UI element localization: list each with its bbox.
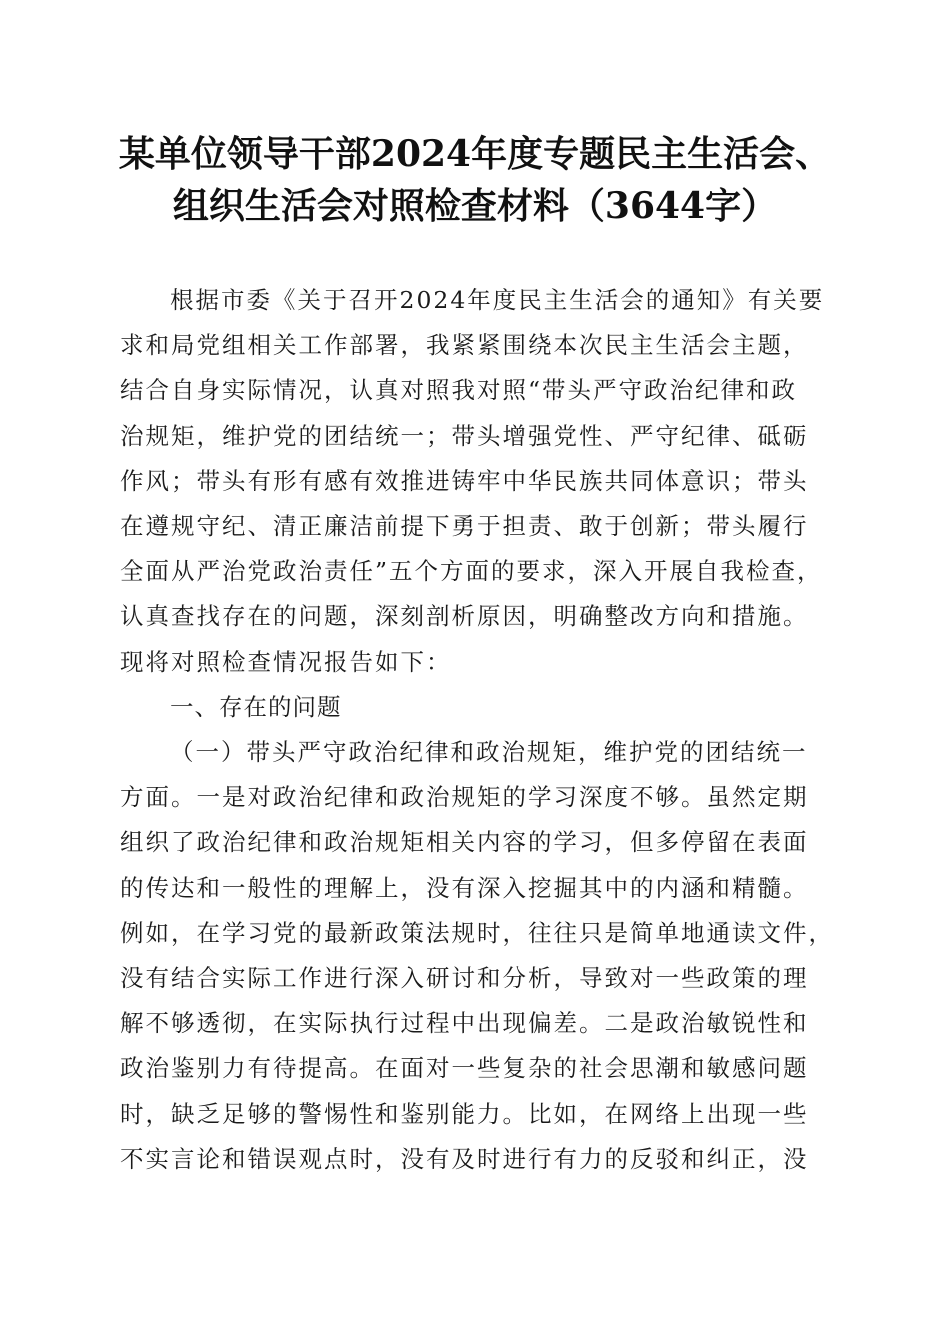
paragraph-section-line: 政治鉴别力有待提高。在面对一些复杂的社会思潮和敏感问题 [120, 1054, 809, 1083]
paragraph-intro-line: 认真查找存在的问题，深刻剖析原因，明确整改方向和措施。 [120, 602, 809, 631]
paragraph-intro-line: 结合自身实际情况，认真对照我对照“带头严守政治纪律和政 [120, 376, 798, 405]
paragraph-section-line: （一）带头严守政治纪律和政治规矩，维护党的团结统一 [170, 738, 808, 767]
paragraph-intro-line: 求和局党组相关工作部署，我紧紧围绕本次民主生活会主题， [120, 331, 809, 360]
document-body [120, 278, 832, 1182]
paragraph-intro-line: 在遵规守纪、清正廉洁前提下勇于担责、敢于创新；带头履行 [120, 512, 809, 541]
paragraph-intro-line: 根据市委《关于召开2024年度民主生活会的通知》有关要 [170, 286, 825, 314]
paragraph-section-line: 时，缺乏足够的警惕性和鉴别能力。比如，在网络上出现一些 [120, 1099, 809, 1128]
paragraph-intro-line: 现将对照检查情况报告如下： [120, 647, 452, 676]
document-title [0, 128, 950, 232]
title-line-1: 某单位领导干部2024年度专题民主生活会、 [118, 133, 832, 175]
paragraph-intro-line: 作风；带头有形有感有效推进铸牢中华民族共同体意识；带头 [120, 466, 809, 495]
paragraph-section-line: 组织了政治纪律和政治规矩相关内容的学习，但多停留在表面 [120, 828, 809, 857]
paragraph-intro-line: 全面从严治党政治责任”五个方面的要求，深入开展自我检查， [120, 557, 823, 586]
paragraph-section-line: 的传达和一般性的理解上，没有深入挖掘其中的内涵和精髓。 [120, 873, 809, 902]
paragraph-section-line: 方面。一是对政治纪律和政治规矩的学习深度不够。虽然定期 [120, 783, 809, 812]
paragraph-section-line: 不实言论和错误观点时，没有及时进行有力的反驳和纠正，没 [120, 1144, 809, 1173]
title-line-2: 组织生活会对照检查材料（3644字） [172, 185, 778, 227]
paragraph-section-line: 解不够透彻，在实际执行过程中出现偏差。二是政治敏锐性和 [120, 1009, 809, 1038]
section-heading: 一、存在的问题 [170, 692, 342, 721]
paragraph-section-line: 例如，在学习党的最新政策法规时，往往只是简单地通读文件， [120, 918, 834, 947]
paragraph-intro-line: 治规矩，维护党的团结统一；带头增强党性、严守纪律、砥砺 [120, 421, 809, 450]
paragraph-section-line: 没有结合实际工作进行深入研讨和分析，导致对一些政策的理 [120, 964, 809, 993]
